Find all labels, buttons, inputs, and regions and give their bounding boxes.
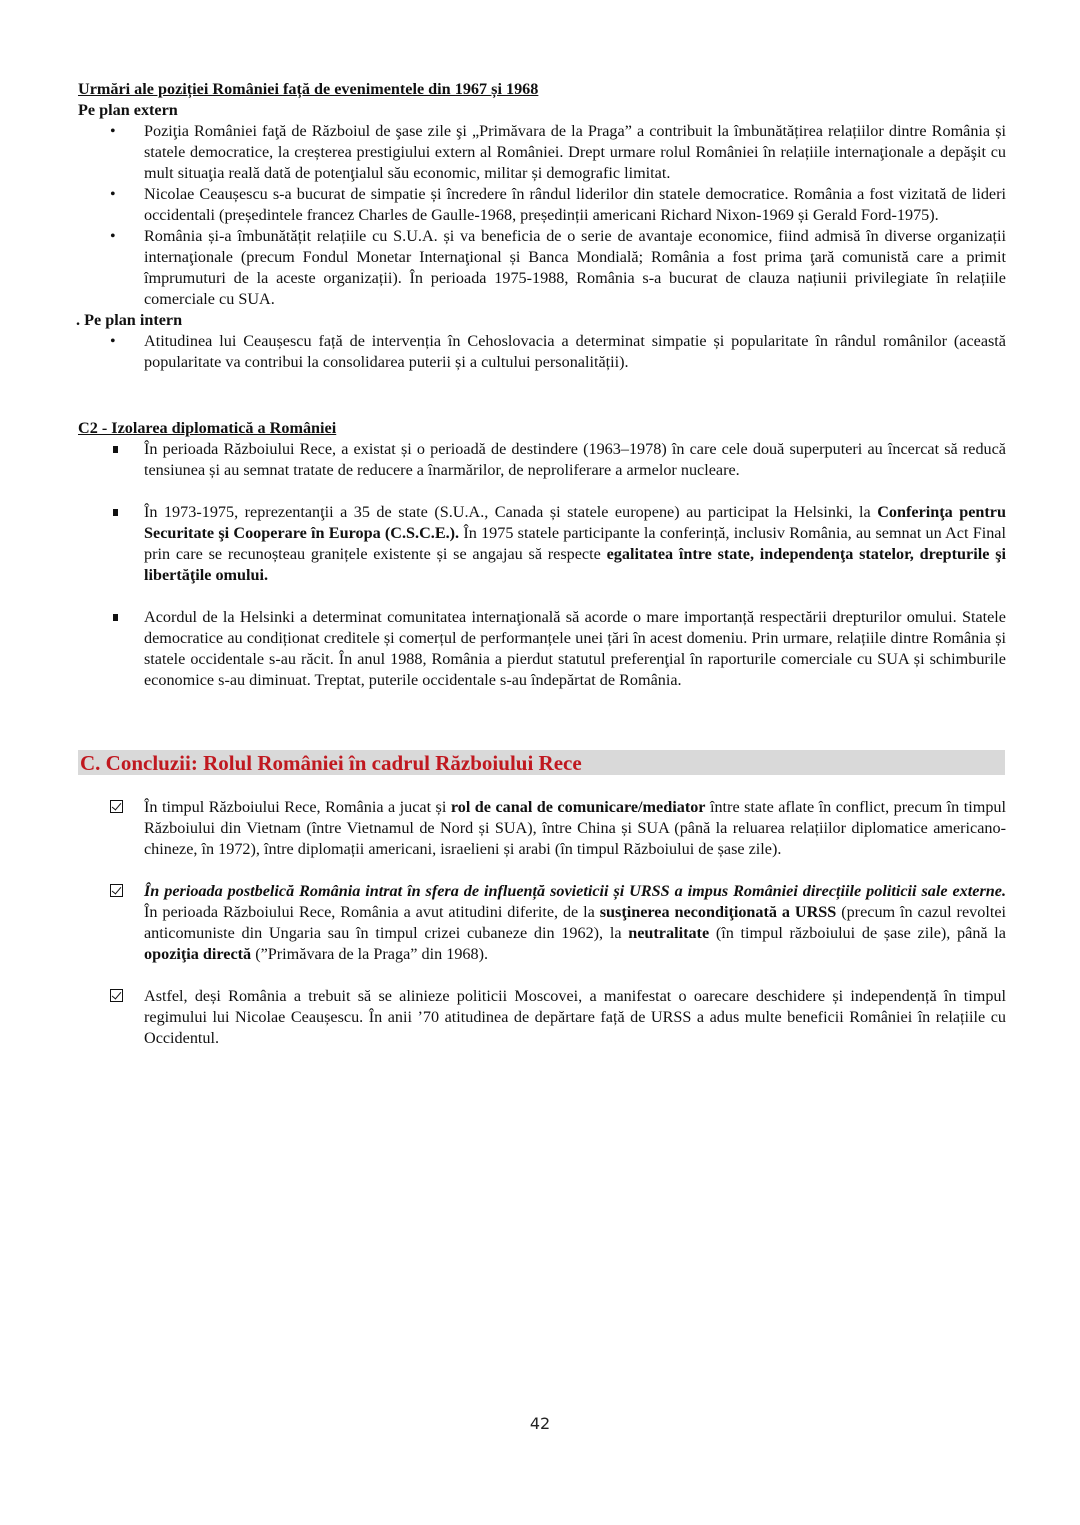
isolation-list [78, 439, 1006, 691]
text-run: În perioada Războiului Rece, a existat și o perioadă de destindere (1963–1978) în care cele două superputeri au încercat să reducă tensiunea și au semnat tratate de reducere a înarmărilor, de neproliferare a armelor nucleare. [144, 440, 1006, 479]
bullet-icon [110, 331, 116, 352]
conclusions-header-bar [78, 750, 1005, 775]
text-run: (în timpul războiului de șase zile), până la [709, 924, 1006, 942]
list-item [78, 986, 1006, 1049]
text-run: (”Primăvara de la Praga” din 1968). [251, 945, 489, 963]
emphasized-text: susţinerea necondiţionată a URSS [599, 903, 837, 921]
subheading-internal: . Pe plan intern [76, 311, 183, 329]
text-run: În timpul Războiului Rece, România a jucat și [144, 798, 451, 816]
text-run: Astfel, deși România a trebuit să se alinieze politicii Moscovei, a manifestat o oarecare deschidere și independență în timpul regimului lui Nicolae Ceaușescu. În anii ’70 atitudinea de depărtare față de URSS a adus multe beneficii României în relațiile cu Occidentul. [144, 987, 1006, 1047]
section-title: C2 - Izolarea diplomatică a României [78, 419, 337, 437]
emphasized-text: opoziţia directă [144, 945, 252, 963]
bullet-icon [110, 121, 116, 142]
page-number: 42 [529, 1414, 551, 1433]
emphasized-text: rol de canal de comunicare/mediator [450, 798, 706, 816]
emphasized-text: egalitatea între state, independenţa statelor, drepturile şi libertăţile omului. [144, 545, 1006, 584]
section-title: Urmări ale poziției României față de evenimentele din 1967 și 1968 [78, 80, 539, 98]
text-run: între state aflate în conflict, precum în timpul Războiului din Vietnam (între Vietnamul de Nord și SUA), între China și SUA (până la reluarea relațiilor diplomatice americano-chineze, în 1972), între diplomații americani, israelieni și arabi (în timpul Războiului de șase zile). [144, 798, 1007, 858]
checkbox-checked-icon [110, 800, 123, 813]
section-diplomatic-isolation [78, 418, 1006, 691]
list-item: • Atitudinea lui Ceaușescu față de intervenția în Cehoslovacia a determinat simpatie și popularitate în rândul românilor (această popularitate va contribui la consolidarea puterii și a cultului personalității). [78, 331, 1006, 373]
internal-list [78, 331, 1006, 373]
list-item: • România și-a îmbunătățit relațiile cu S.U.A. și va beneficia de o serie de avantaje economice, fiind admisă în diverse organizații internaţionale (precum Fondul Monetar Internaţional și Banca Mondială; România a fost prima ţară comunistă care a primit împrumuturi de la aceste organizații). În perioada 1975-1988, România s-a bucurat de clauza națiunii privilegiate în relațiile comerciale cu SUA. [78, 226, 1006, 310]
text-run: Acordul de la Helsinki a determinat comunitatea internaţională să acorde o mare importanță respectării drepturilor omului. Statele democratice au condiționat creditele și comerțul de performanțele unei țări în acest domeniu. Prin urmare, relațiile dintre România și statele occidentale s-au răcit. În anul 1988, România a pierdut statutul preferenţial în raporturile comerciale cu SUA și schimburile economice s-au diminuat. Treptat, puterile occidentale s-au îndepărtat de România. [144, 608, 1006, 689]
list-item [78, 607, 1006, 691]
emphasized-text: neutralitate [628, 924, 710, 942]
list-item [78, 502, 1006, 586]
text-run: În 1973-1975, reprezentanţii a 35 de state (S.U.A., Canada și statele europene) au participat la Helsinki, la [144, 503, 878, 521]
subheading-external: Pe plan extern [78, 101, 178, 119]
list-item [78, 881, 1006, 965]
emphasized-text: În perioada postbelică România intrat în sfera de influență sovieticii și URSS a impus României direcțiile politicii sale externe. [144, 882, 1006, 900]
section-consequences [78, 79, 1006, 373]
list-item [78, 439, 1006, 481]
emphasized-text: Conferinţa pentru Securitate şi Cooperare în Europa (C.S.C.E.). [144, 503, 1006, 542]
square-bullet-icon [113, 614, 118, 621]
list-item: • Poziţia României faţă de Războiul de şase zile şi „Primăvara de la Praga” a contribuit la îmbunătățirea relațiilor dintre România și statele democratice, la creșterea prestigiului extern al României. Drept urmare rolul României în relațiile internaţionale a depăşit cu mult situaţia reală dată de potenţialul său economic, militar și demografic limitat. [78, 121, 1006, 184]
square-bullet-icon [113, 509, 118, 516]
external-list [78, 121, 1006, 310]
text-run: (precum în cazul revoltei anticomuniste din Ungaria sau în timpul crizei cubaneze din 1962), la [144, 903, 1007, 942]
checkbox-checked-icon [110, 884, 123, 897]
checkbox-checked-icon [110, 989, 123, 1002]
bullet-icon [110, 226, 116, 247]
list-item [78, 797, 1006, 860]
conclusions-list [78, 797, 1006, 1049]
text-run: În perioada Războiului Rece, România a avut atitudini diferite, de la [144, 903, 600, 921]
section-conclusions [78, 797, 1006, 1049]
list-item: • Nicolae Ceaușescu s-a bucurat de simpatie și încredere în rândul liderilor din statele democratice. România a fost vizitată de lideri occidentali (președintele francez Charles de Gaulle-1968, președinții americani Richard Nixon-1969 și Gerald Ford-1975). [78, 184, 1006, 226]
conclusions-title: C. Concluzii: Rolul României în cadrul Războiului Rece [80, 751, 582, 775]
text-run: În 1975 statele participante la conferință, inclusiv România, au semnat un Act Final prin care se recunoșteau granițele existente și se angajau să respecte [144, 524, 1006, 563]
square-bullet-icon [113, 446, 118, 453]
bullet-icon [110, 184, 116, 205]
